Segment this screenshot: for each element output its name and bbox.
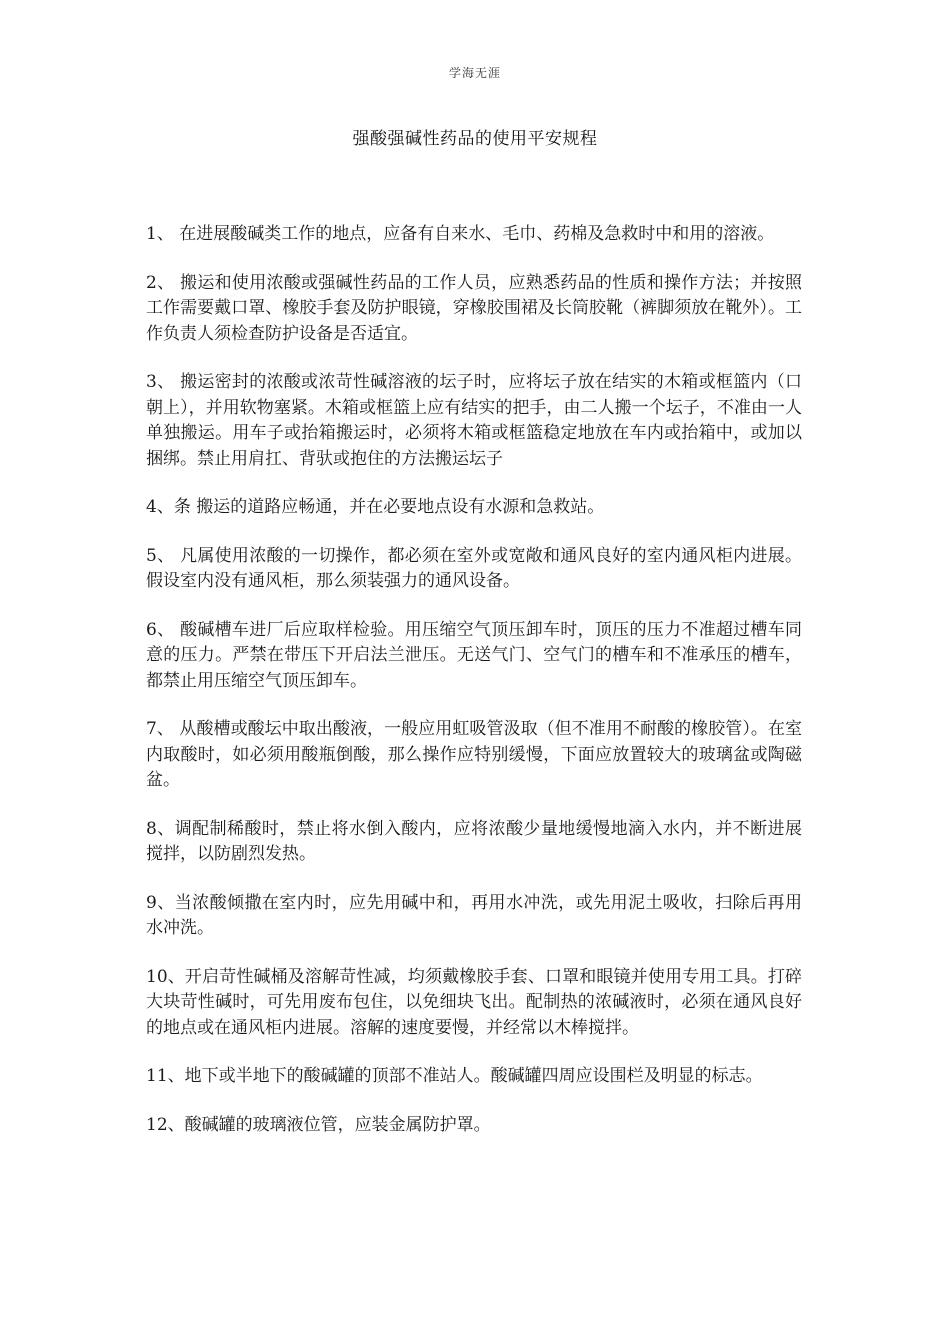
paragraph-2: 2、 搬运和使用浓酸或强碱性药品的工作人员，应熟悉药品的性质和操作方法；并按照工作需要戴口罩、橡胶手套及防护眼镜，穿橡胶围裙及长筒胶靴（裤脚须放在靴外）。工作负责人须检查防护设备是否适宜。 (146, 272, 802, 344)
paragraph-7: 7、 从酸槽或酸坛中取出酸液，一般应用虹吸管汲取（但不准用不耐酸的橡胶管）。在室内取酸时，如必须用酸瓶倒酸，那么操作应特别缓慢，下面应放置较大的玻璃盆或陶磁盆。 (146, 719, 802, 790)
document-title: 强酸强碱性药品的使用平安规程 (352, 129, 598, 149)
paragraph-8: 8、调配制稀酸时，禁止将水倒入酸内，应将浓酸少量地缓慢地滴入水内，并不断进展搅拌，以防剧烈发热。 (146, 818, 802, 864)
document-body (146, 222, 802, 1161)
paragraph-3: 3、 搬运密封的浓酸或浓苛性碱溶液的坛子时，应将坛子放在结实的木箱或框篮内（口朝上），并用软物塞紧。木箱或框篮上应有结实的把手，由二人搬一个坛子，不准由一人单独搬运。用车子或抬箱搬运时，必须将木箱或框篮稳定地放在车内或抬箱中，或加以捆绑。禁止用肩扛、背驮或抱住的方法搬运坛子 (146, 372, 802, 469)
paragraph-4: 4、条 搬运的道路应畅通，并在必要地点设有水源和急救站。 (146, 497, 605, 517)
paragraph-11: 11、地下或半地下的酸碱罐的顶部不准站人。酸碱罐四周应设围栏及明显的标志。 (146, 1066, 763, 1086)
page-header-text: 学海无涯 (448, 66, 501, 80)
paragraph-6: 6、 酸碱槽车进厂后应取样检验。用压缩空气顶压卸车时，顶压的压力不准超过槽车同意的压力。严禁在带压下开启法兰泄压。无送气门、空气门的槽车和不准承压的槽车，都禁止用压缩空气顶压卸车。 (146, 619, 802, 691)
paragraph-5: 5、 凡属使用浓酸的一切操作，都必须在室外或宽敞和通风良好的室内通风柜内进展。假设室内没有通风柜，那么须装强力的通风设备。 (146, 545, 802, 591)
paragraph-1: 1、 在进展酸碱类工作的地点，应备有自来水、毛巾、药棉及急救时中和用的溶液。 (146, 224, 775, 244)
paragraph-10: 10、开启苛性碱桶及溶解苛性减，均须戴橡胶手套、口罩和眼镜并使用专用工具。打碎大块苛性碱时，可先用废布包住，以免细块飞出。配制热的浓碱液时，必须在通风良好的地点或在通风柜内进展。溶解的速度要慢，并经常以木棒搅拌。 (146, 966, 802, 1038)
paragraph-9: 9、当浓酸倾撒在室内时，应先用碱中和，再用水冲洗，或先用泥土吸收，扫除后再用水冲洗。 (146, 892, 802, 938)
paragraph-12: 12、酸碱罐的玻璃液位管，应装金属防护罩。 (146, 1114, 491, 1135)
